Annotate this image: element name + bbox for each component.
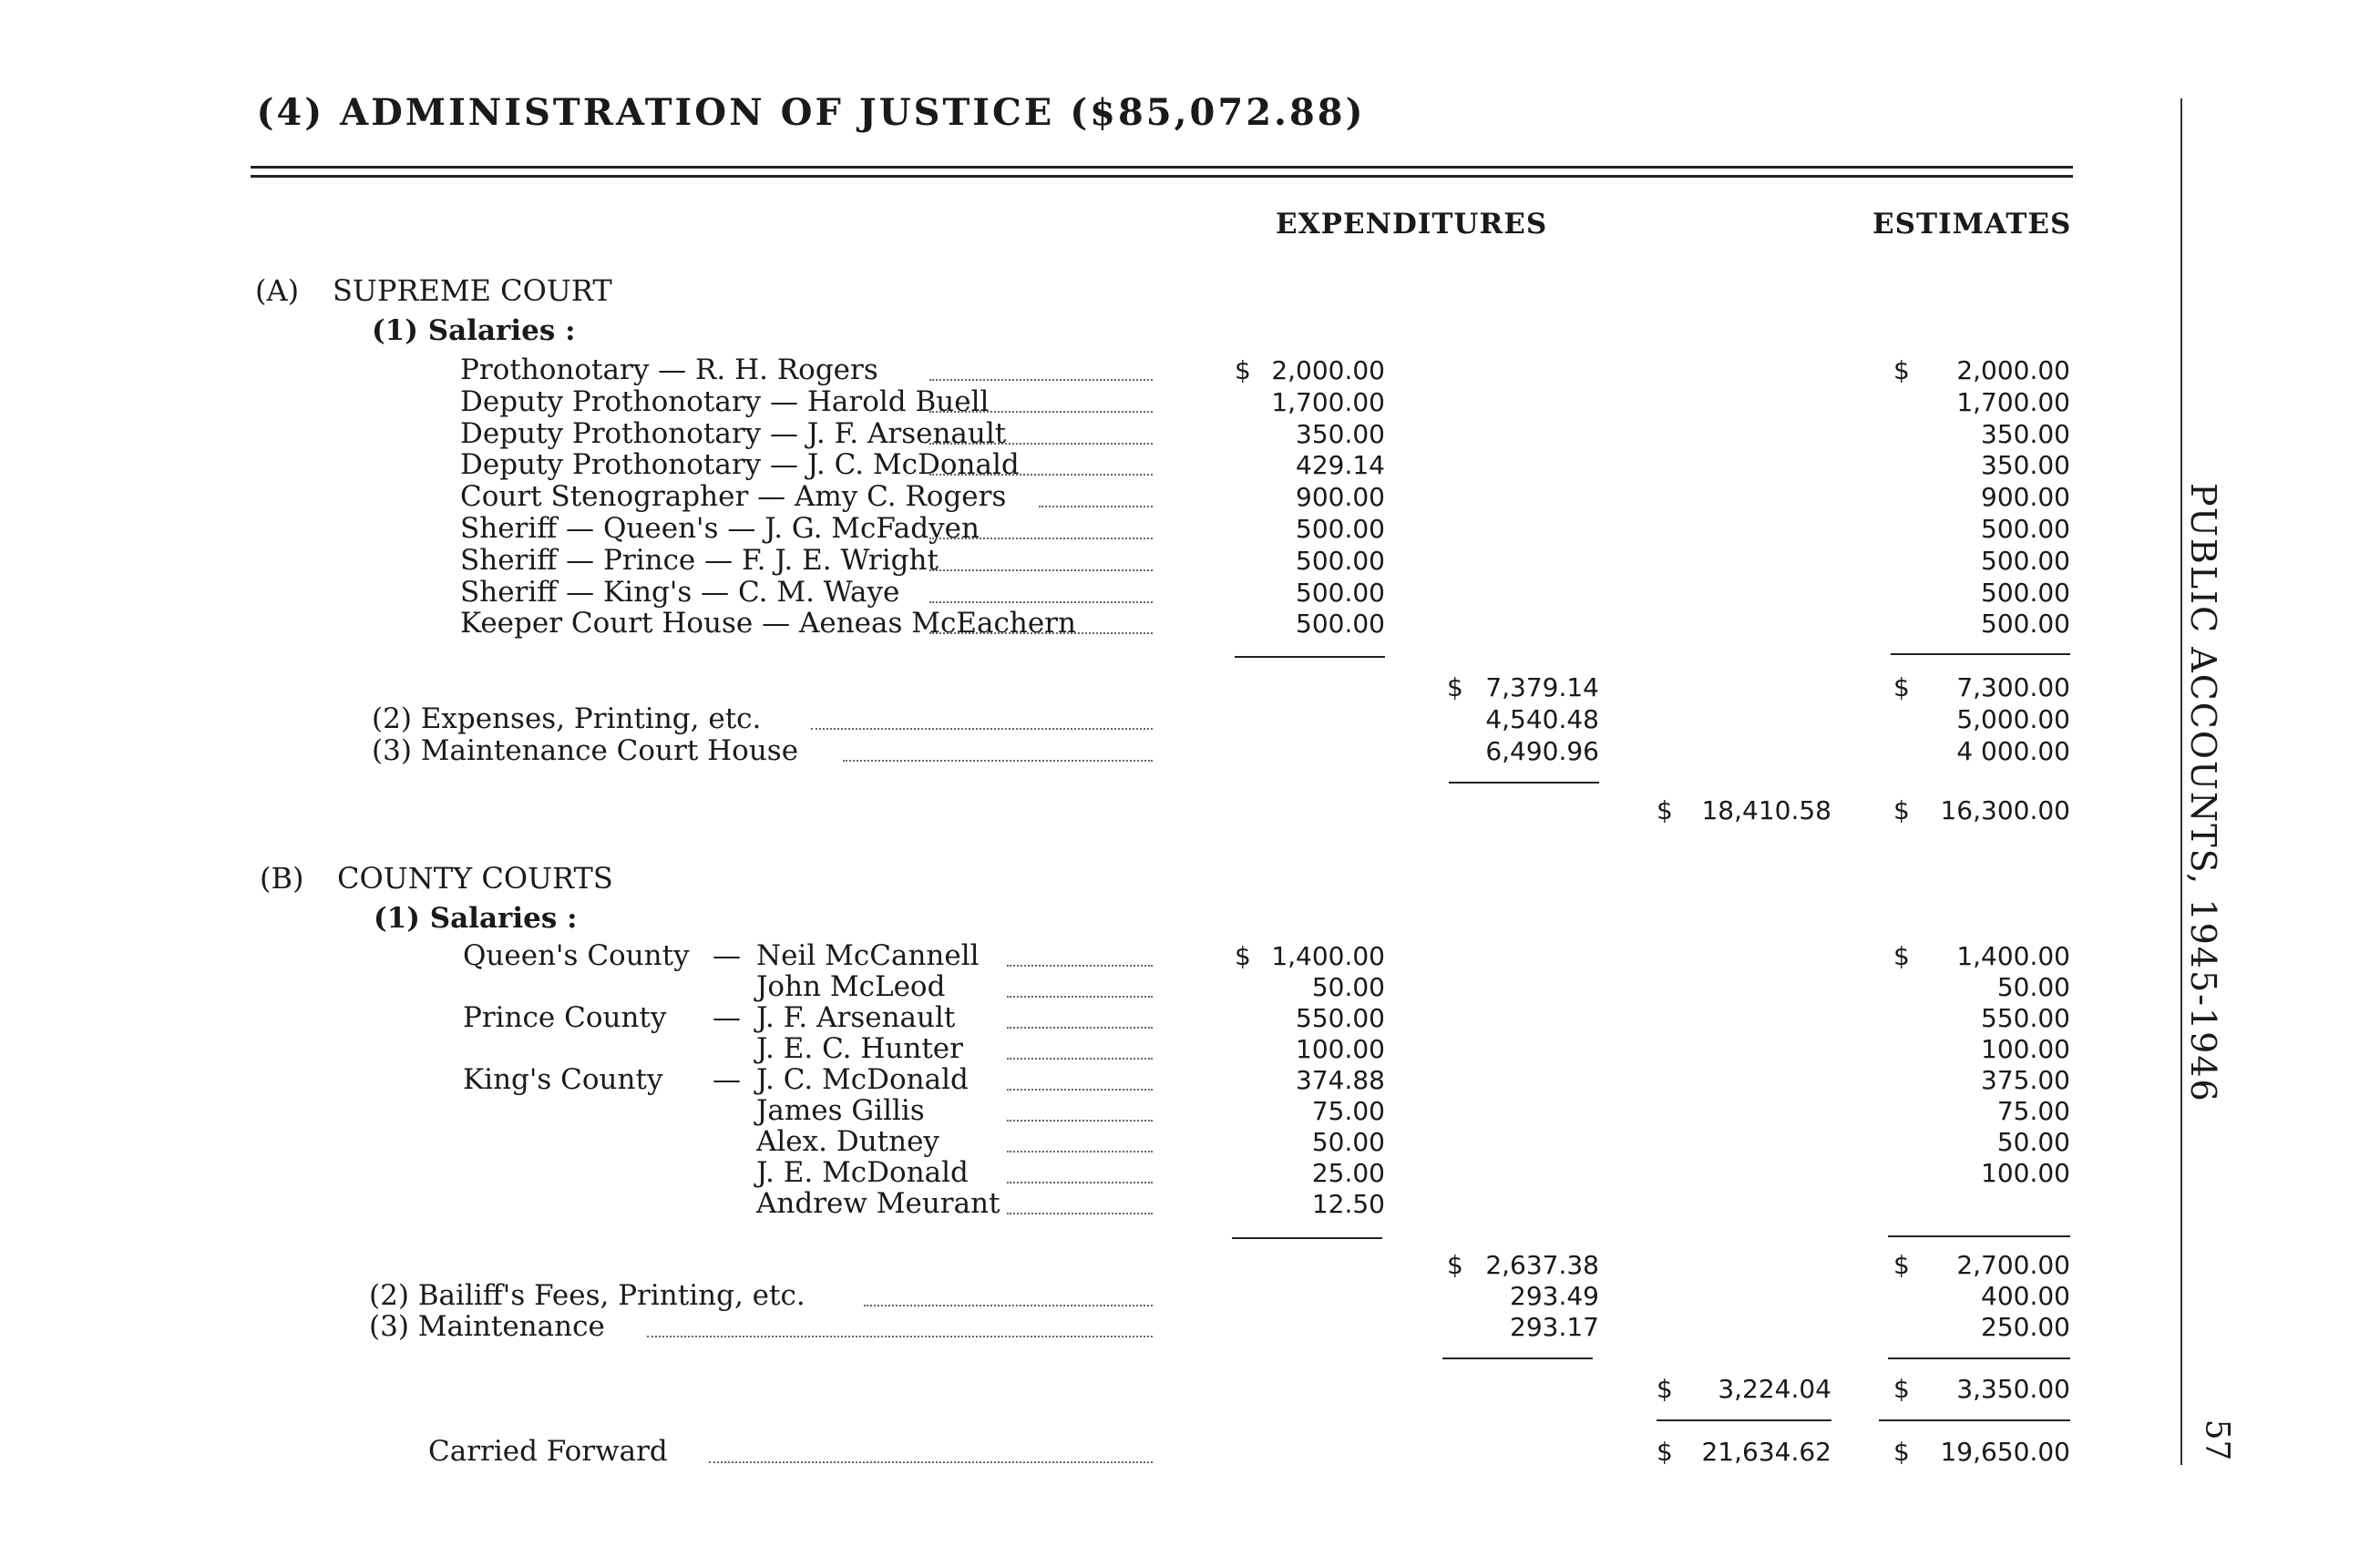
section-a-title: SUPREME COURT: [333, 273, 612, 308]
salary-expenditure: 429.14: [1296, 450, 1385, 481]
expense-estimate: 400.00: [1981, 1281, 2070, 1311]
leader-dots: [929, 516, 1153, 539]
salary-row-label: J. E. McDonald: [756, 1156, 969, 1189]
expense-row-label: (3) Maintenance: [369, 1310, 605, 1343]
expense-row-label: (3) Maintenance Court House: [372, 734, 799, 767]
section-total-estimate: 3,350.00: [1956, 1374, 2070, 1404]
dollar-sign: $: [1893, 941, 1910, 971]
leader-dots: [929, 357, 1153, 381]
expense-expenditure: 293.49: [1510, 1281, 1599, 1311]
salary-expenditure: 500.00: [1296, 545, 1385, 576]
estimates-header: ESTIMATES: [1872, 208, 2072, 241]
salary-expenditure: 1,400.00: [1271, 941, 1385, 971]
section-total-expenditure: 18,410.58: [1701, 795, 1831, 825]
salary-expenditure: 500.00: [1296, 609, 1385, 640]
salary-total-expenditure: 7,379.14: [1485, 672, 1599, 702]
salary-estimate: 2,000.00: [1956, 355, 2070, 385]
salary-row-label: James Gillis: [756, 1094, 925, 1127]
salary-estimate: 500.00: [1981, 609, 2070, 640]
section-b-title: COUNTY COURTS: [337, 861, 613, 896]
salary-expenditure: 374.88: [1296, 1065, 1385, 1095]
expense-expenditure: 4,540.48: [1485, 704, 1599, 734]
expense-estimate: 250.00: [1981, 1312, 2070, 1342]
subtotal-rule: [1891, 653, 2070, 655]
salary-row-label: J. E. C. Hunter: [756, 1032, 963, 1065]
leader-dots: [1007, 1098, 1153, 1122]
county-dash: —: [713, 939, 741, 972]
salary-row-label: Alex. Dutney: [756, 1125, 939, 1158]
salary-row-label: J. F. Arsenault: [756, 1001, 956, 1034]
salary-estimate: 100.00: [1981, 1034, 2070, 1064]
dollar-sign: $: [1657, 1374, 1673, 1404]
salary-expenditure: 100.00: [1296, 1034, 1385, 1064]
leader-dots: [1007, 1129, 1153, 1153]
carried-forward-estimate: 19,650.00: [1940, 1437, 2070, 1467]
salary-estimate: 50.00: [1996, 972, 2070, 1002]
section-b-salaries-label: [374, 902, 578, 935]
salary-row-label: J. C. McDonald: [756, 1063, 969, 1096]
side-label: PUBLIC ACCOUNTS, 1945-1946: [2183, 483, 2223, 1103]
salary-estimate: 500.00: [1981, 514, 2070, 544]
total-rule: [1879, 1419, 2070, 1421]
county-label: King's County: [463, 1063, 663, 1096]
salary-expenditure: 550.00: [1296, 1003, 1385, 1033]
leader-dots: [1007, 1160, 1153, 1183]
dollar-sign: $: [1657, 1437, 1673, 1467]
section-a-salaries-label: [372, 314, 576, 347]
side-label-block: [2132, 474, 2324, 1476]
leader-dots: [709, 1439, 1153, 1463]
salary-expenditure: 900.00: [1296, 482, 1385, 513]
dollar-sign: $: [1657, 795, 1673, 825]
dollar-sign: $: [1447, 672, 1463, 702]
dollar-sign: $: [1893, 1250, 1910, 1280]
leader-dots: [1007, 974, 1153, 998]
salary-expenditure: 1,700.00: [1271, 386, 1385, 417]
salary-expenditure: 75.00: [1311, 1096, 1385, 1126]
subtotal-rule: [1235, 656, 1385, 658]
salary-row-label: Deputy Prothonotary — J. C. McDonald: [460, 448, 1020, 482]
salary-estimate: 550.00: [1981, 1003, 2070, 1033]
expense-expenditure: 293.17: [1510, 1312, 1599, 1342]
dollar-sign: $: [1893, 795, 1910, 825]
section-total-expenditure: 3,224.04: [1718, 1374, 1831, 1404]
subtotal-rule: [1442, 1357, 1593, 1359]
carried-forward-label: Carried Forward: [428, 1435, 668, 1468]
leader-dots: [1007, 1191, 1153, 1214]
salary-expenditure: 500.00: [1296, 514, 1385, 544]
salary-row-label: Deputy Prothonotary — J. F. Arsenault: [460, 416, 1007, 450]
salary-row-label: Neil McCannell: [756, 939, 980, 972]
salary-estimate: 900.00: [1981, 482, 2070, 513]
leader-dots: [929, 579, 1153, 603]
salary-estimate: 375.00: [1981, 1065, 2070, 1095]
salary-estimate: 1,700.00: [1956, 386, 2070, 417]
salary-estimate: 350.00: [1981, 418, 2070, 449]
leader-dots: [864, 1283, 1153, 1306]
total-rule: [1657, 1419, 1831, 1421]
subtotal-rule: [1888, 1357, 2070, 1359]
salary-estimate: 1,400.00: [1956, 941, 2070, 971]
salary-total-expenditure: 2,637.38: [1485, 1250, 1599, 1280]
leader-dots: [1007, 943, 1153, 967]
expense-expenditure: 6,490.96: [1485, 736, 1599, 766]
salary-expenditure: 25.00: [1311, 1158, 1385, 1188]
dollar-sign: $: [1893, 1437, 1910, 1467]
county-label: Queen's County: [463, 939, 690, 972]
section-b-letter: (B): [260, 861, 304, 896]
salary-expenditure: 12.50: [1311, 1189, 1385, 1219]
salary-total-estimate: 7,300.00: [1956, 672, 2070, 702]
leader-dots: [929, 421, 1153, 445]
salary-expenditure: 500.00: [1296, 577, 1385, 608]
carried-forward-expenditure: 21,634.62: [1701, 1437, 1831, 1467]
leader-dots: [929, 610, 1153, 634]
salary-estimate: 500.00: [1981, 577, 2070, 608]
salary-estimate: 50.00: [1996, 1127, 2070, 1157]
page-number: 57: [2198, 1419, 2236, 1461]
dollar-sign: $: [1893, 355, 1910, 385]
salaries-label: (1) Salaries :: [374, 902, 578, 935]
salary-row-label: Sheriff — Prince — F. J. E. Wright: [460, 543, 939, 577]
subtotal-rule: [1888, 1235, 2070, 1237]
salary-row-label: Prothonotary — R. H. Rogers: [460, 353, 878, 386]
salary-row-label: Keeper Court House — Aeneas McEachern: [460, 607, 1076, 640]
leader-dots: [1007, 1005, 1153, 1029]
salary-estimate: 100.00: [1981, 1158, 2070, 1188]
county-dash: —: [713, 1001, 741, 1034]
leader-dots: [647, 1314, 1153, 1337]
dollar-sign: $: [1235, 355, 1251, 385]
dollar-sign: $: [1893, 1374, 1910, 1404]
salary-expenditure: 50.00: [1311, 972, 1385, 1002]
salary-row-label: Deputy Prothonotary — Harold Buell: [460, 384, 990, 418]
salary-estimate: 75.00: [1996, 1096, 2070, 1126]
subtotal-rule: [1449, 782, 1599, 784]
leader-dots: [1007, 1036, 1153, 1060]
salary-expenditure: 2,000.00: [1271, 355, 1385, 385]
expense-estimate: 5,000.00: [1956, 704, 2070, 734]
salary-row-label: Sheriff — King's — C. M. Waye: [460, 575, 900, 609]
salary-estimate: 350.00: [1981, 450, 2070, 481]
leader-dots: [1039, 484, 1153, 507]
salary-row-label: Andrew Meurant: [756, 1187, 1000, 1220]
section-a-letter: (A): [255, 273, 300, 308]
dollar-sign: $: [1893, 672, 1910, 702]
expenditures-header: EXPENDITURES: [1276, 208, 1548, 241]
title-rule-bottom: [251, 175, 2073, 178]
salary-row-label: Court Stenographer — Amy C. Rogers: [460, 480, 1007, 514]
expense-row-label: (2) Bailiff's Fees, Printing, etc.: [369, 1279, 805, 1312]
salary-row-label: Sheriff — Queen's — J. G. McFadyen: [460, 512, 980, 545]
leader-dots: [811, 706, 1153, 730]
dollar-sign: $: [1235, 941, 1251, 971]
salary-estimate: 500.00: [1981, 545, 2070, 576]
leader-dots: [929, 548, 1153, 571]
salary-expenditure: 50.00: [1311, 1127, 1385, 1157]
salary-expenditure: 350.00: [1296, 418, 1385, 449]
leader-dots: [1007, 1067, 1153, 1091]
salaries-label: (1) Salaries :: [372, 314, 576, 347]
leader-dots: [929, 452, 1153, 476]
county-dash: —: [713, 1063, 741, 1096]
salary-row-label: John McLeod: [756, 970, 946, 1003]
subtotal-rule: [1232, 1237, 1382, 1239]
page-title: (4) ADMINISTRATION OF JUSTICE ($85,072.88): [256, 91, 1366, 134]
leader-dots: [843, 738, 1153, 762]
salary-total-estimate: 2,700.00: [1956, 1250, 2070, 1280]
dollar-sign: $: [1447, 1250, 1463, 1280]
section-total-estimate: 16,300.00: [1940, 795, 2070, 825]
expense-row-label: (2) Expenses, Printing, etc.: [372, 702, 762, 735]
title-rule-top: [251, 166, 2073, 169]
county-label: Prince County: [463, 1001, 667, 1034]
expense-estimate: 4 000.00: [1956, 736, 2070, 766]
leader-dots: [929, 389, 1153, 413]
